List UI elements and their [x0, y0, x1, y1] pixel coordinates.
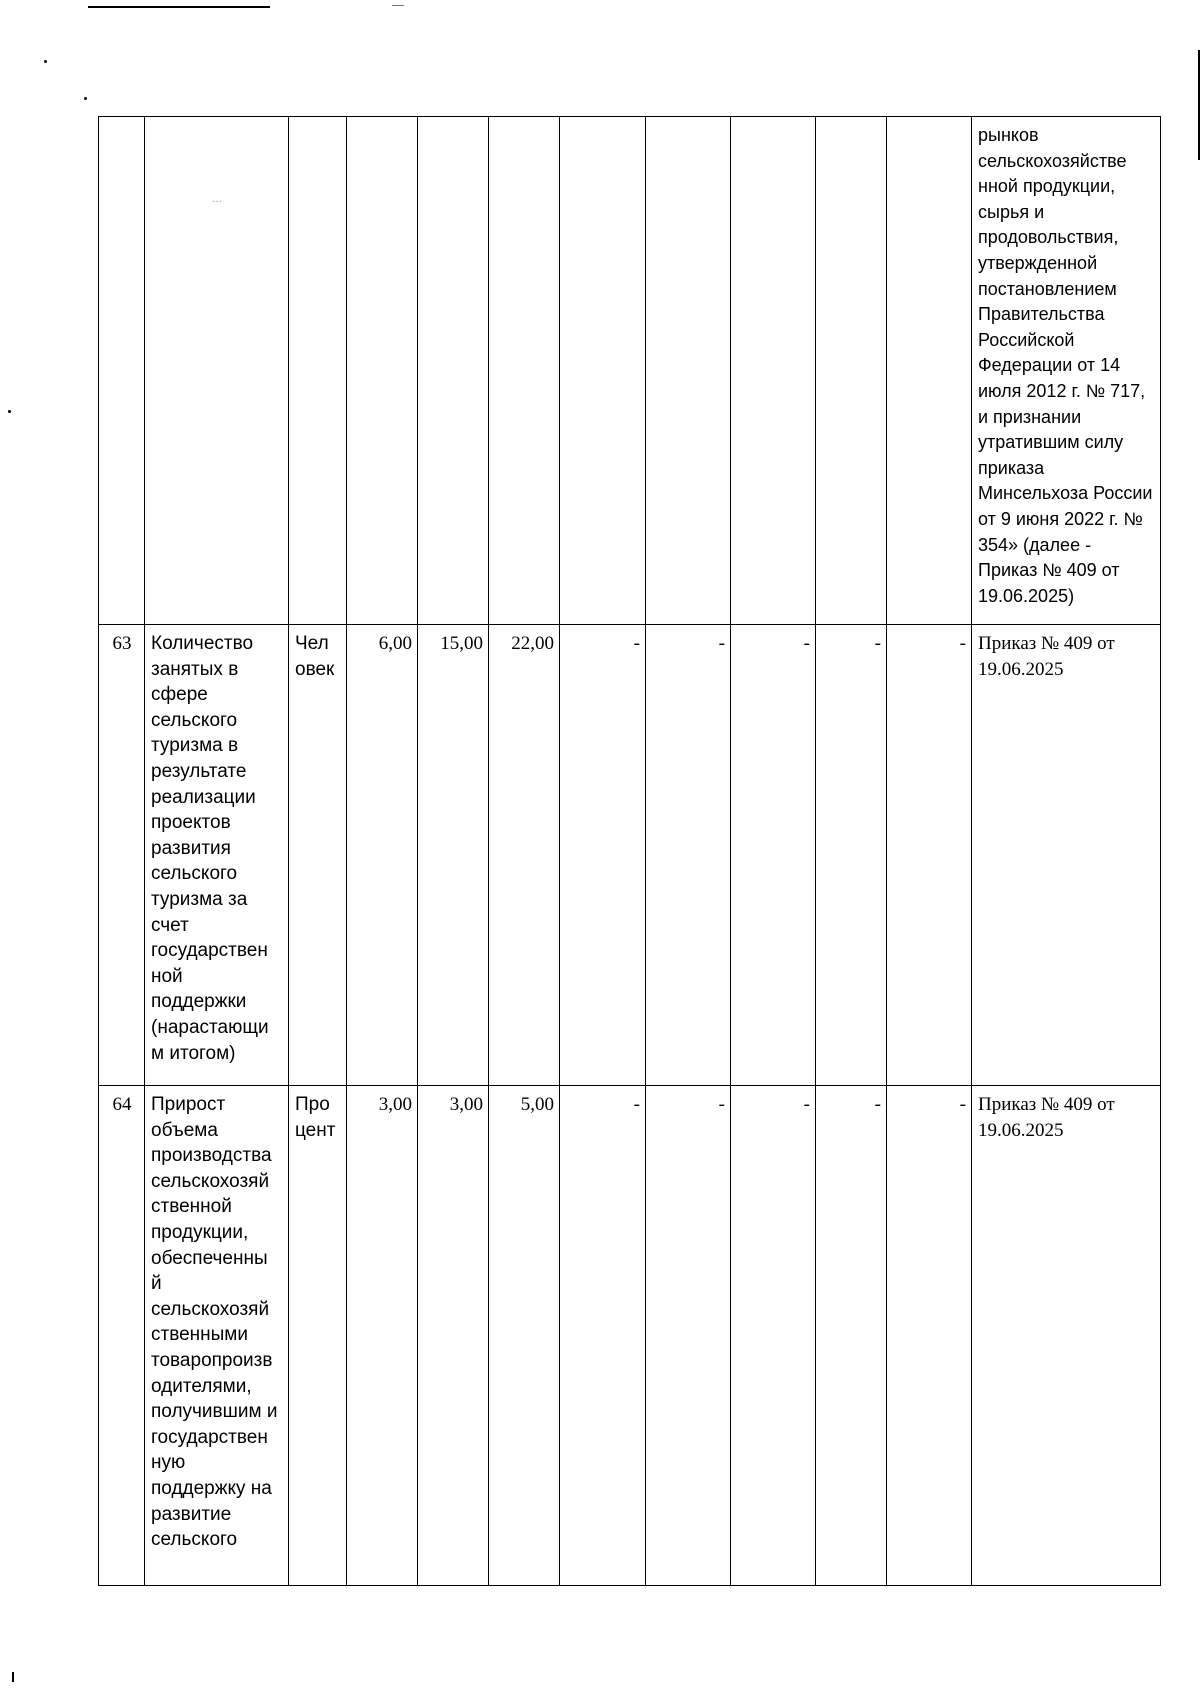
cell-unit: Чел овек — [289, 625, 347, 1086]
table-row — [99, 117, 1161, 625]
indicators-table — [98, 116, 1161, 1586]
cell-name: Количество занятых в сфере сельского туризма в результате реализации проектов развития сельского туризма за счет государствен ной поддержки (нарастающи м итогом) — [145, 625, 289, 1086]
cell-value: - — [887, 625, 972, 1086]
cell-value: - — [560, 625, 646, 1086]
cell-unit: Про цент — [289, 1086, 347, 1586]
cell-value — [646, 117, 731, 625]
cell-number — [99, 117, 145, 625]
cell-value: - — [816, 625, 887, 1086]
cell-value — [489, 117, 560, 625]
table-row — [99, 1086, 1161, 1586]
scan-dot — [84, 97, 87, 100]
cell-unit — [289, 117, 347, 625]
cell-value: - — [731, 1086, 816, 1586]
cell-value — [887, 117, 972, 625]
scan-dot — [44, 60, 47, 63]
cell-value: - — [816, 1086, 887, 1586]
cell-number: 64 — [99, 1086, 145, 1586]
scan-mark — [12, 1672, 14, 1682]
cell-value: 6,00 — [347, 625, 418, 1086]
cell-value: 3,00 — [347, 1086, 418, 1586]
cell-value — [560, 117, 646, 625]
cell-value — [347, 117, 418, 625]
scan-dot — [8, 410, 11, 413]
cell-value: - — [646, 625, 731, 1086]
cell-value: - — [731, 625, 816, 1086]
cell-source: Приказ № 409 от 19.06.2025 — [972, 625, 1161, 1086]
cell-value: - — [560, 1086, 646, 1586]
cell-value: 5,00 — [489, 1086, 560, 1586]
cell-source: Приказ № 409 от 19.06.2025 — [972, 1086, 1161, 1586]
cell-value: - — [887, 1086, 972, 1586]
cell-value: 3,00 — [418, 1086, 489, 1586]
table-row — [99, 625, 1161, 1086]
top-rule-small — [392, 5, 404, 6]
cell-value — [731, 117, 816, 625]
cell-source: рынков сельскохозяйстве нной продукции, сырья и продовольствия, утвержденной постановлением Правительства Российской Федерации от 14 июля 2012 г. № 717, и признании утратившим силу приказа Минсельхоза России от 9 июня 2022 г. № 354» (далее - Приказ № 409 от 19.06.2025) — [972, 117, 1161, 625]
cell-name: ··· — [145, 117, 289, 625]
cell-value: - — [646, 1086, 731, 1586]
cell-value — [816, 117, 887, 625]
cell-value — [418, 117, 489, 625]
cell-name: Прирост объема производства сельскохозяй ственной продукции, обеспеченны й сельскохозяй ственными товаропроизв одителями, получившим и государствен ную поддержку на развитие сельского — [145, 1086, 289, 1586]
cell-number: 63 — [99, 625, 145, 1086]
cell-value: 15,00 — [418, 625, 489, 1086]
top-rule — [88, 6, 270, 8]
cell-value: 22,00 — [489, 625, 560, 1086]
